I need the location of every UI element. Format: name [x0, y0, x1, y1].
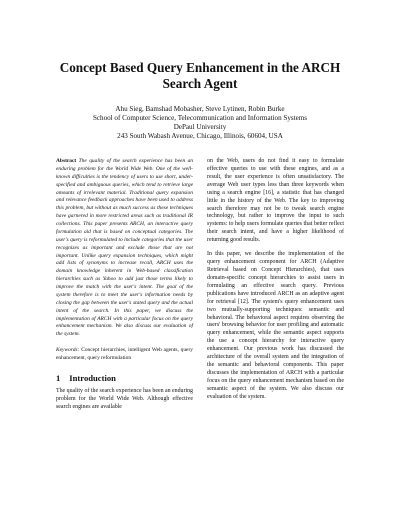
abstract-label: Abstract: [56, 158, 77, 164]
abstract: [56, 158, 193, 339]
keywords: [56, 347, 193, 363]
keywords-label: Keywords:: [56, 347, 80, 354]
intro-paragraph-continued: on the Web, users do not find it easy to formulate effective queries to use with these engines, and as a result, the user experience is often unsatisfactory. The average Web user types less than three keywords when using a search engine [16], a statistic that has changed little in the history of the Web. The key to improving search therefore may not be to tweak search engine technology, but rather to improve the input to such systems: to help users formulate queries that better reflect their search intent, and have a higher likelihood of returning good results.: [207, 158, 344, 244]
left-column: [56, 158, 193, 412]
affiliation-line-1: School of Computer Science, Telecommunication and Information Systems: [92, 114, 308, 122]
paper-title: Concept Based Query Enhancement in the ARCH Search Agent: [59, 60, 341, 91]
affiliation-line-3: 243 South Wabash Avenue, Chicago, Illinois, 60604, USA: [117, 132, 283, 140]
right-column: [207, 158, 344, 412]
affiliation-line-2: DePaul University: [173, 123, 227, 131]
two-column-body: [56, 158, 344, 412]
author-list: Ahu Sieg, Bamshad Mobasher, Steve Lytinen, Robin Burke: [115, 105, 285, 113]
section-title: Introduction: [69, 372, 116, 383]
section-number: 1: [56, 372, 61, 383]
section-heading-introduction: [56, 373, 193, 384]
abstract-text: The quality of the search experience has been an enduring problem for the World Wide Web. One of the well-known difficulties is the tendency of users to use short, under-specified and ambiguous queries, which tend to retrieve large amounts of irrelevant material. Traditional query expansion and relevance feedback approaches have been used to address this problem, but without as much success as these techniques have garnered in more restricted areas such as traditional IR collections. This paper presents ARCH, an interactive query formulation aid that is based on conceptual categories. The user's query is reformulated to include categories that the user recognizes as important and exclude those that are not important. Unlike query expansion techniques, which might add lists of synonyms to increase recall, ARCH uses the domain knowledge inherent in Web-based classification hierarchies such as Yahoo to add just those terms likely to improve the match with the user's intent. The goal of the system therefore is to meet the user's information needs by closing the gap between the user's stated query and the actual intent of the search. In this paper, we discuss the implementation of ARCH with a particular focus on the query enhancement mechanism. We also discuss our evaluation of the system.: [56, 158, 194, 338]
keywords-text: Concept hierarchies, intelligent Web agents, query enhancement, query reformulation: [56, 347, 194, 361]
intro-paragraph-2: In this paper, we describe the implementation of the query enhancement component for ARCH (Adaptive Retrieval based on Concept Hierarchies), that uses domain-specific concept hierarchies to assist users in formulating an effective search query. Previous publications have introduced ARCH as an adaptive agent for retrieval [12]. The system's query enhancement uses two mutually-supporting techniques: semantic and behavioral. The behavioral aspect requires observing the users' browsing behavior for user profiling and automatic query enhancement, while the semantic aspect supports the use a concept hierarchy for interactive query enhancement. Our previous work has discussed the architecture of the overall system and the integration of the semantic and behavioral components. This paper discusses the implementation of ARCH with a particular focus on the query enhancement mechanism based on the semantic aspect of the system. We also discuss our evaluation of the system.: [207, 251, 344, 400]
intro-paragraph-start: The quality of the search experience has been an enduring problem for the World Wide Web. Although effective search engines are available: [56, 387, 193, 410]
